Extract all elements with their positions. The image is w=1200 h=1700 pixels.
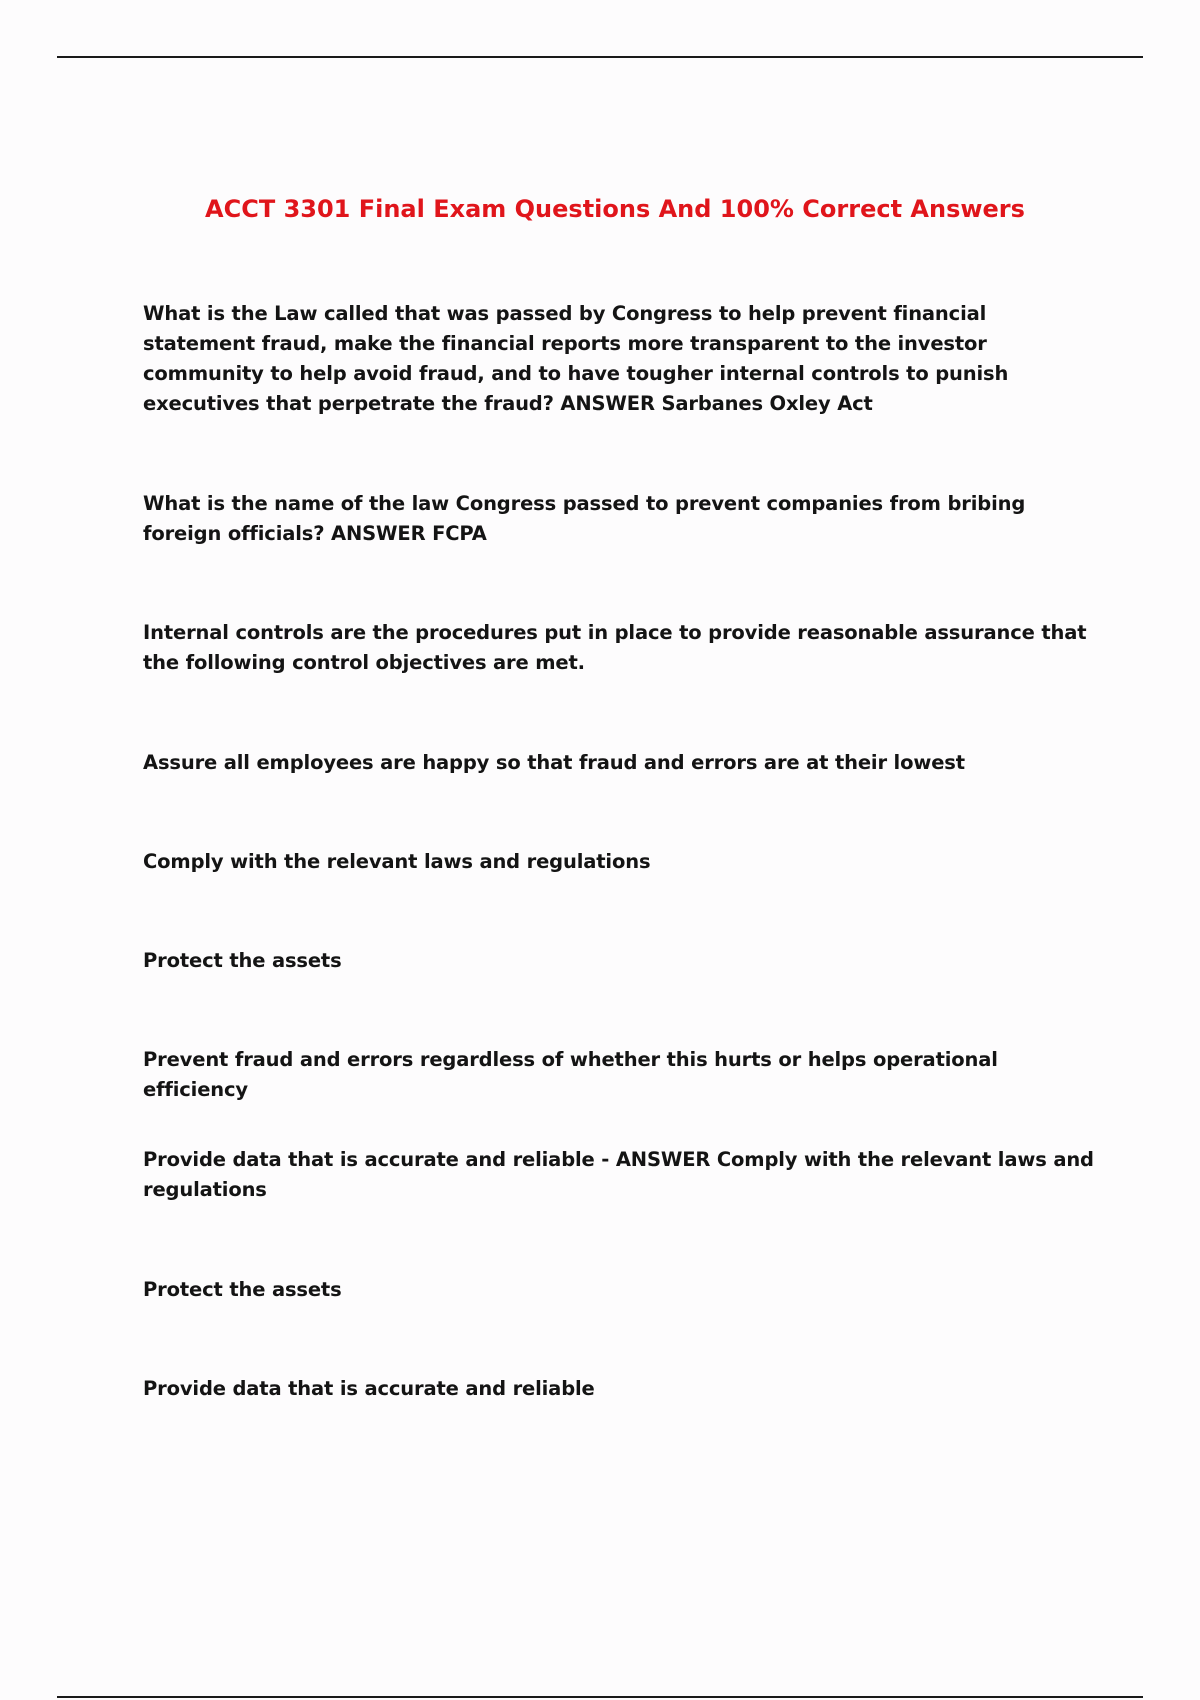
- answer-accurate-data: Provide data that is accurate and reliable: [143, 1377, 595, 1400]
- option-accurate-data-answer: Provide data that is accurate and reliable - ANSWER Comply with the relevant laws and regulations: [143, 1148, 1094, 1201]
- question-sarbanes-oxley: What is the Law called that was passed by Congress to help prevent financial statement fraud, make the financial reports more transparent to the investor community to help avoid fraud, and to have tougher internal controls to punish executives that perpetrate the fraud? ANSWER Sarbanes Oxley Act: [143, 302, 1009, 415]
- bottom-rule: [57, 1696, 1143, 1698]
- option-comply-laws: Comply with the relevant laws and regulations: [143, 850, 651, 873]
- option-employees-happy: Assure all employees are happy so that fraud and errors are at their lowest: [143, 751, 965, 774]
- option-prevent-fraud: Prevent fraud and errors regardless of whether this hurts or helps operational efficiency: [143, 1048, 998, 1101]
- top-rule: [57, 56, 1143, 58]
- option-protect-assets: Protect the assets: [143, 949, 342, 972]
- page-title: ACCT 3301 Final Exam Questions And 100% Correct Answers: [205, 195, 1025, 223]
- question-fcpa: What is the name of the law Congress passed to prevent companies from bribing foreign officials? ANSWER FCPA: [143, 492, 1026, 545]
- answer-protect-assets: Protect the assets: [143, 1278, 342, 1301]
- question-internal-controls: Internal controls are the procedures put in place to provide reasonable assurance that the following control objectives are met.: [143, 621, 1087, 674]
